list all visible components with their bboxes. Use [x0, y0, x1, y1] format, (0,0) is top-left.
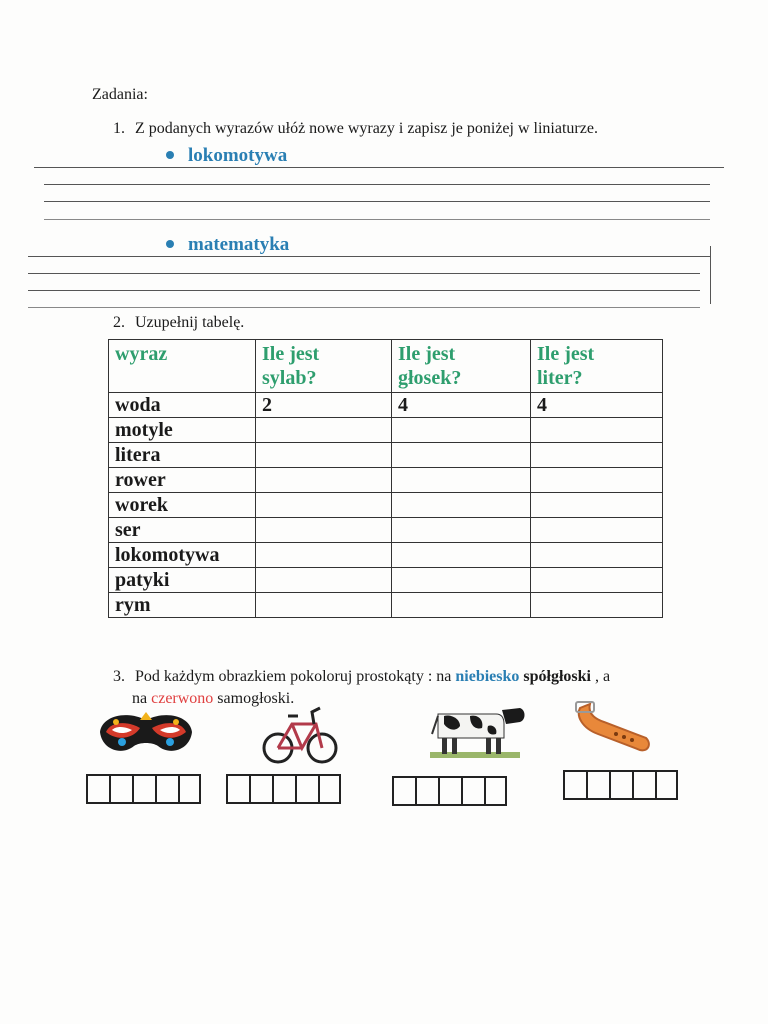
table-row: [109, 443, 663, 468]
cell-syllables[interactable]: [256, 493, 392, 518]
letter-box[interactable]: [295, 774, 318, 804]
table-row: [109, 593, 663, 618]
table-row: [109, 543, 663, 568]
cell-word: worek: [109, 493, 256, 518]
letter-boxes-mask: [86, 774, 201, 804]
header-litery: Ile jest liter?: [531, 340, 663, 393]
letter-box[interactable]: [226, 774, 249, 804]
cell-letters[interactable]: [531, 493, 663, 518]
table-row: [109, 418, 663, 443]
letter-box[interactable]: [609, 770, 632, 800]
writing-line-edge: [710, 246, 711, 304]
letter-box[interactable]: [178, 774, 201, 804]
writing-line: [28, 307, 700, 308]
cell-phones[interactable]: [392, 593, 531, 618]
task3-text-3: na: [132, 690, 148, 707]
header-wyraz: wyraz: [109, 340, 256, 393]
table-row: [109, 468, 663, 493]
cell-phones[interactable]: [392, 493, 531, 518]
task3-number: 3.: [113, 668, 125, 685]
cell-word: rower: [109, 468, 256, 493]
task1-word-1: [166, 145, 287, 167]
task3-text-2: , a: [595, 668, 611, 685]
word-lokomotywa: lokomotywa: [188, 145, 288, 166]
cell-letters[interactable]: [531, 443, 663, 468]
cell-word: motyle: [109, 418, 256, 443]
cell-syllables[interactable]: [256, 543, 392, 568]
cell-letters[interactable]: 4: [531, 393, 663, 418]
page-heading: Zadania:: [92, 86, 148, 103]
writing-line: [44, 219, 710, 220]
cell-phones[interactable]: [392, 518, 531, 543]
bullet-icon: [166, 240, 174, 248]
cell-syllables[interactable]: [256, 468, 392, 493]
header-sylaby: Ile jest sylab?: [256, 340, 392, 393]
writing-line: [34, 167, 724, 168]
cell-word: woda: [109, 393, 256, 418]
table-row: [109, 493, 663, 518]
letter-box[interactable]: [86, 774, 109, 804]
task1-instruction: [113, 120, 598, 138]
letter-box[interactable]: [461, 776, 484, 806]
cell-letters[interactable]: [531, 543, 663, 568]
letter-boxes-bicycle: [226, 774, 341, 804]
carnival-mask-icon: [96, 702, 196, 762]
task3-red-word: czerwono: [151, 690, 214, 707]
cell-syllables[interactable]: [256, 443, 392, 468]
letter-box[interactable]: [484, 776, 507, 806]
cell-phones[interactable]: [392, 468, 531, 493]
cell-phones[interactable]: [392, 543, 531, 568]
letter-box[interactable]: [392, 776, 415, 806]
cell-word: ser: [109, 518, 256, 543]
table-header-row: [109, 340, 663, 393]
cell-phones[interactable]: 4: [392, 393, 531, 418]
cell-syllables[interactable]: 2: [256, 393, 392, 418]
letter-box[interactable]: [438, 776, 461, 806]
letter-box[interactable]: [249, 774, 272, 804]
header-gloski: Ile jest głosek?: [392, 340, 531, 393]
task3-blue-word: niebiesko: [455, 668, 520, 685]
word-matematyka: matematyka: [188, 234, 290, 255]
letter-boxes-cow: [392, 776, 507, 806]
task1-number: 1.: [113, 120, 125, 137]
cell-word: litera: [109, 443, 256, 468]
cell-word: patyki: [109, 568, 256, 593]
letter-box[interactable]: [655, 770, 678, 800]
cell-phones[interactable]: [392, 443, 531, 468]
cell-word: lokomotywa: [109, 543, 256, 568]
cell-syllables[interactable]: [256, 593, 392, 618]
letter-box[interactable]: [155, 774, 178, 804]
cell-word: rym: [109, 593, 256, 618]
syllable-table: [108, 339, 663, 618]
writing-line: [44, 184, 710, 185]
table-row: [109, 393, 663, 418]
cell-letters[interactable]: [531, 518, 663, 543]
task2-text: Uzupełnij tabelę.: [135, 314, 245, 331]
letter-box[interactable]: [563, 770, 586, 800]
letter-box[interactable]: [586, 770, 609, 800]
letter-box[interactable]: [109, 774, 132, 804]
cell-letters[interactable]: [531, 418, 663, 443]
cell-syllables[interactable]: [256, 518, 392, 543]
cell-letters[interactable]: [531, 568, 663, 593]
letter-box[interactable]: [632, 770, 655, 800]
task3-bold-word: spółgłoski: [523, 668, 591, 685]
task3-text-1: Pod każdym obrazkiem pokoloruj prostokąty : na: [135, 668, 452, 685]
cell-letters[interactable]: [531, 593, 663, 618]
table-row: [109, 568, 663, 593]
task1-word-2: [166, 234, 289, 256]
letter-box[interactable]: [132, 774, 155, 804]
cell-syllables[interactable]: [256, 418, 392, 443]
task3-instruction: [113, 666, 693, 688]
letter-box[interactable]: [318, 774, 341, 804]
letter-box[interactable]: [415, 776, 438, 806]
cell-letters[interactable]: [531, 468, 663, 493]
task2-number: 2.: [113, 314, 125, 331]
task3-text-4: samogłoski.: [217, 690, 295, 707]
letter-boxes-belt: [563, 770, 678, 800]
cell-syllables[interactable]: [256, 568, 392, 593]
cow-icon: [430, 700, 528, 760]
writing-line: [28, 256, 710, 257]
writing-line: [44, 201, 710, 202]
task2-instruction: [113, 314, 244, 332]
cell-phones[interactable]: [392, 418, 531, 443]
table-row: [109, 518, 663, 543]
belt-icon: [570, 698, 654, 756]
writing-line: [28, 290, 700, 291]
cell-phones[interactable]: [392, 568, 531, 593]
writing-line: [28, 273, 700, 274]
bicycle-icon: [262, 700, 340, 768]
letter-box[interactable]: [272, 774, 295, 804]
bullet-icon: [166, 151, 174, 159]
task1-text: Z podanych wyrazów ułóż nowe wyrazy i zapisz je poniżej w liniaturze.: [135, 120, 598, 137]
